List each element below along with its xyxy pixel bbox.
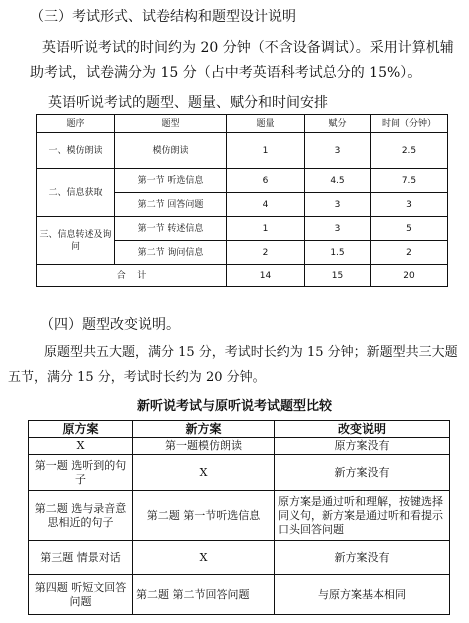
header-cell: 赋分 — [305, 115, 371, 133]
cell-note: 与原方案基本相同 — [275, 575, 450, 615]
cell-note: 原方案是通过听和理解，按键选择同义句，新方案是通过听和看提示口头回答问题 — [275, 491, 450, 541]
cell-score: 3 — [305, 193, 371, 217]
comparison-table — [28, 420, 450, 615]
cell-count: 2 — [227, 241, 305, 265]
section3-heading: （三）考试形式、试卷结构和题型设计说明 — [30, 9, 296, 25]
table-total-row — [37, 265, 448, 287]
cell-score: 3 — [305, 217, 371, 241]
cell-note: 原方案没有 — [275, 438, 450, 455]
table1-title: 英语听说考试的题型、题量、赋分和时间安排 — [48, 95, 328, 111]
table-header-row — [29, 421, 450, 438]
table-header-row — [37, 115, 448, 133]
header-cell: 新方案 — [133, 421, 275, 438]
cell-new: X — [133, 455, 275, 491]
section4-paragraph: 原题型共五大题，满分 15 分，考试时长约为 15 分钟；新题型共三大题五节，满分 15 分，考试时长约为 20 分钟。 — [8, 345, 458, 385]
table-row — [29, 541, 450, 575]
cell-type: 模仿朗读 — [115, 133, 227, 169]
cell-count: 6 — [227, 169, 305, 193]
cell-score: 15 — [305, 265, 371, 287]
header-cell: 题型 — [115, 115, 227, 133]
cell-note: 新方案没有 — [275, 455, 450, 491]
table2-title: 新听说考试与原听说考试题型比较 — [136, 399, 332, 414]
cell-new: 第一题模仿朗读 — [133, 438, 275, 455]
cell-seq: 二、信息获取 — [37, 169, 115, 217]
table-row — [29, 575, 450, 615]
header-cell: 题序 — [37, 115, 115, 133]
header-cell: 题量 — [227, 115, 305, 133]
cell-count: 14 — [227, 265, 305, 287]
table-row — [29, 491, 450, 541]
cell-time: 20 — [371, 265, 448, 287]
cell-time: 2.5 — [371, 133, 448, 169]
table-row — [37, 133, 448, 169]
cell-old: 第四题 听短文回答问题 — [29, 575, 133, 615]
header-cell: 原方案 — [29, 421, 133, 438]
exam-structure-table — [36, 114, 448, 287]
table-row — [29, 438, 450, 455]
cell-type: 第二节 回答问题 — [115, 193, 227, 217]
cell-note: 新方案没有 — [275, 541, 450, 575]
cell-score: 4.5 — [305, 169, 371, 193]
cell-total-label: 合 计 — [37, 265, 227, 287]
table-row — [37, 169, 448, 193]
cell-seq: 一、模仿朗读 — [37, 133, 115, 169]
section3-paragraph: 英语听说考试的时间约为 20 分钟（不含设备调试）。采用计算机辅助考试，试卷满分为 15 分（占中考英语科考试总分的 15%）。 — [30, 40, 454, 81]
cell-new: 第二题 第二节回答问题 — [133, 575, 275, 615]
cell-count: 1 — [227, 133, 305, 169]
cell-old: X — [29, 438, 133, 455]
header-cell: 改变说明 — [275, 421, 450, 438]
cell-old: 第三题 情景对话 — [29, 541, 133, 575]
cell-count: 4 — [227, 193, 305, 217]
cell-old: 第一题 选听到的句子 — [29, 455, 133, 491]
section4-heading: （四）题型改变说明。 — [40, 317, 180, 333]
cell-new: 第二题 第一节听选信息 — [133, 491, 275, 541]
cell-type: 第二节 询问信息 — [115, 241, 227, 265]
cell-time: 3 — [371, 193, 448, 217]
cell-count: 1 — [227, 217, 305, 241]
cell-time: 7.5 — [371, 169, 448, 193]
cell-old: 第二题 选与录音意思相近的句子 — [29, 491, 133, 541]
cell-score: 1.5 — [305, 241, 371, 265]
cell-score: 3 — [305, 133, 371, 169]
cell-new: X — [133, 541, 275, 575]
cell-time: 5 — [371, 217, 448, 241]
table-row — [29, 455, 450, 491]
cell-time: 2 — [371, 241, 448, 265]
cell-type: 第一节 听选信息 — [115, 169, 227, 193]
header-cell: 时间（分钟） — [371, 115, 448, 133]
cell-seq: 三、信息转述及询问 — [37, 217, 115, 265]
cell-type: 第一节 转述信息 — [115, 217, 227, 241]
table-row — [37, 217, 448, 241]
